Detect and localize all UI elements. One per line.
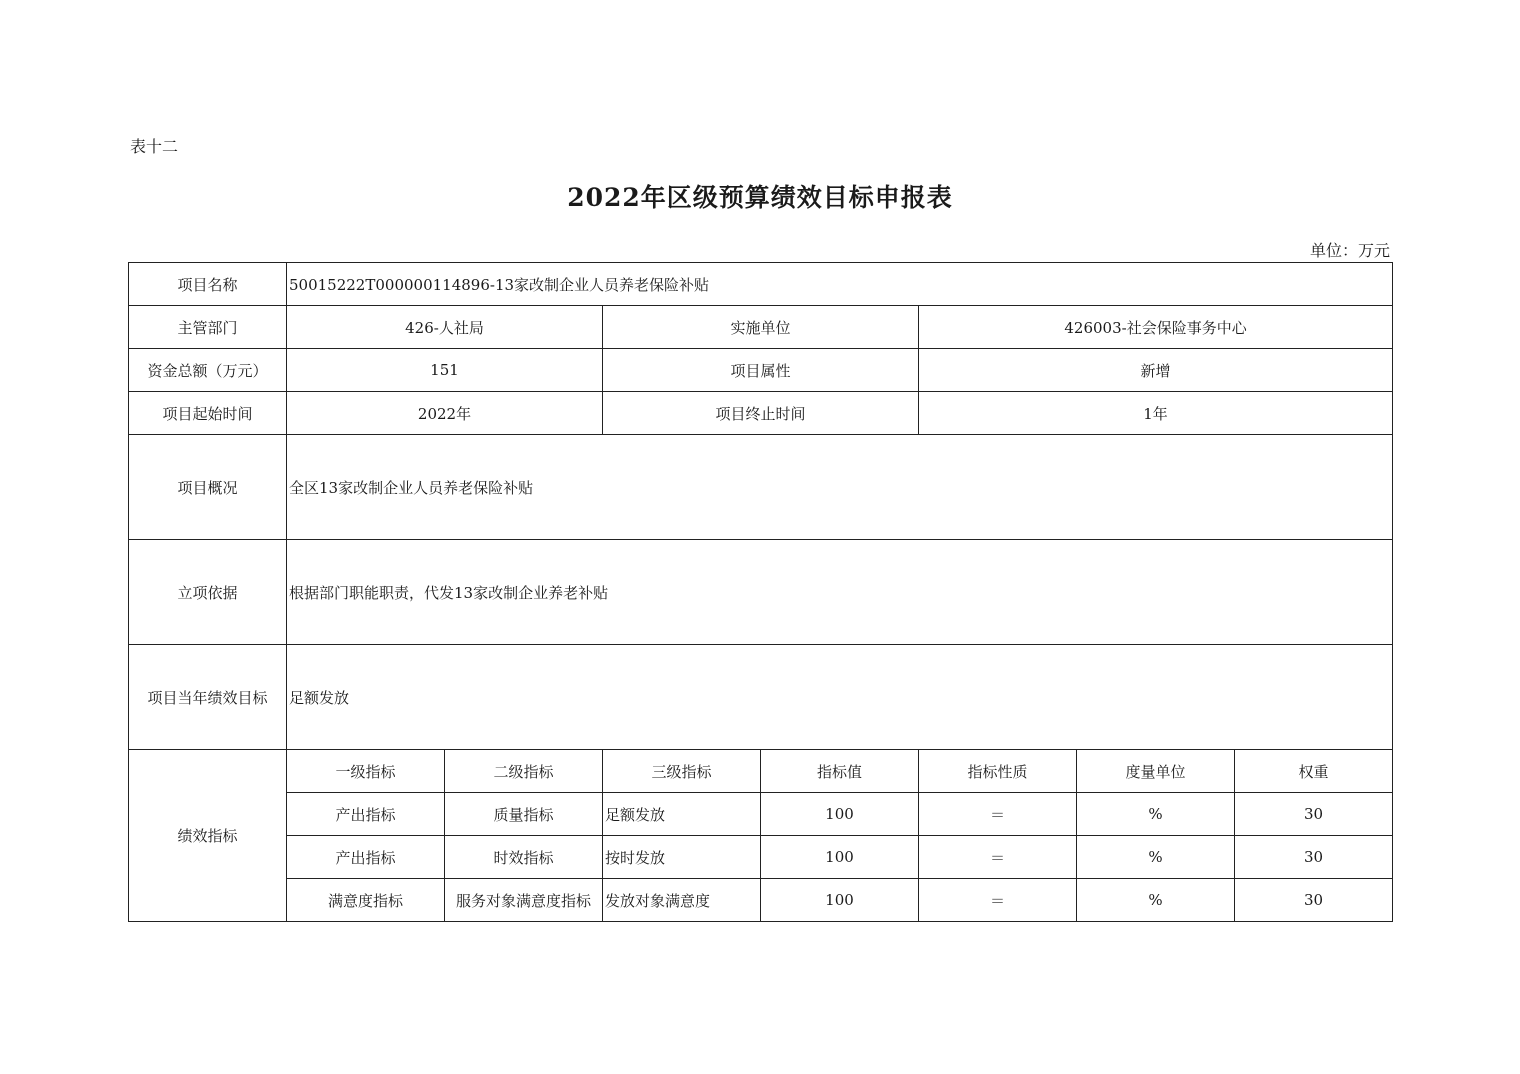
indicator-cell: % [1077, 879, 1235, 922]
row-period [129, 392, 1393, 435]
indicator-cell: 100 [761, 879, 919, 922]
indicator-cell: 足额发放 [603, 793, 761, 836]
indicator-cell: ＝ [919, 836, 1077, 879]
unit-label: 单位：万元 [1309, 241, 1390, 260]
basis-label: 立项依据 [129, 540, 287, 645]
implementing-unit-value: 426003-社会保险事务中心 [919, 306, 1393, 349]
row-funding [129, 349, 1393, 392]
indicator-header-cell: 指标性质 [919, 750, 1077, 793]
project-name-label: 项目名称 [129, 263, 287, 306]
indicator-cell: 30 [1235, 793, 1393, 836]
start-time-value: 2022年 [287, 392, 603, 435]
indicators-section-label: 绩效指标 [129, 750, 287, 922]
indicator-cell: 100 [761, 836, 919, 879]
total-funds-label: 资金总额（万元） [129, 349, 287, 392]
end-time-label: 项目终止时间 [603, 392, 919, 435]
performance-target-form [128, 262, 1393, 922]
row-goal [129, 645, 1393, 750]
indicator-header-cell: 度量单位 [1077, 750, 1235, 793]
indicator-cell: ＝ [919, 793, 1077, 836]
indicator-cell: 30 [1235, 879, 1393, 922]
indicator-cell: 满意度指标 [287, 879, 445, 922]
row-department [129, 306, 1393, 349]
indicator-cell: 发放对象满意度 [603, 879, 761, 922]
table-number-label: 表十二 [130, 137, 179, 156]
total-funds-value: 151 [287, 349, 603, 392]
page-title: 2022年区级预算绩效目标申报表 [567, 183, 953, 212]
indicator-cell: 100 [761, 793, 919, 836]
implementing-unit-label: 实施单位 [603, 306, 919, 349]
indicator-row [129, 793, 1393, 836]
department-value: 426-人社局 [287, 306, 603, 349]
annual-goal-value: 足额发放 [287, 645, 1393, 750]
indicator-cell: 产出指标 [287, 836, 445, 879]
row-basis [129, 540, 1393, 645]
indicator-header-cell: 权重 [1235, 750, 1393, 793]
indicator-cell: 产出指标 [287, 793, 445, 836]
indicator-header-cell: 二级指标 [445, 750, 603, 793]
indicator-cell: 质量指标 [445, 793, 603, 836]
annual-goal-label: 项目当年绩效目标 [129, 645, 287, 750]
project-attribute-value: 新增 [919, 349, 1393, 392]
end-time-value: 1年 [919, 392, 1393, 435]
indicator-row [129, 836, 1393, 879]
indicator-cell: 服务对象满意度指标 [445, 879, 603, 922]
project-name-value: 50015222T000000114896-13家改制企业人员养老保险补贴 [287, 263, 1393, 306]
indicator-cell: 30 [1235, 836, 1393, 879]
row-overview [129, 435, 1393, 540]
project-attribute-label: 项目属性 [603, 349, 919, 392]
department-label: 主管部门 [129, 306, 287, 349]
indicator-cell: % [1077, 836, 1235, 879]
indicator-row [129, 879, 1393, 922]
indicator-header-cell: 指标值 [761, 750, 919, 793]
basis-value: 根据部门职能职责，代发13家改制企业养老补贴 [287, 540, 1393, 645]
indicator-cell: 按时发放 [603, 836, 761, 879]
start-time-label: 项目起始时间 [129, 392, 287, 435]
row-project-name [129, 263, 1393, 306]
overview-label: 项目概况 [129, 435, 287, 540]
indicator-cell: % [1077, 793, 1235, 836]
indicator-cell: ＝ [919, 879, 1077, 922]
indicator-cell: 时效指标 [445, 836, 603, 879]
indicator-header-row [129, 750, 1393, 793]
indicator-header-cell: 三级指标 [603, 750, 761, 793]
indicator-header-cell: 一级指标 [287, 750, 445, 793]
overview-value: 全区13家改制企业人员养老保险补贴 [287, 435, 1393, 540]
